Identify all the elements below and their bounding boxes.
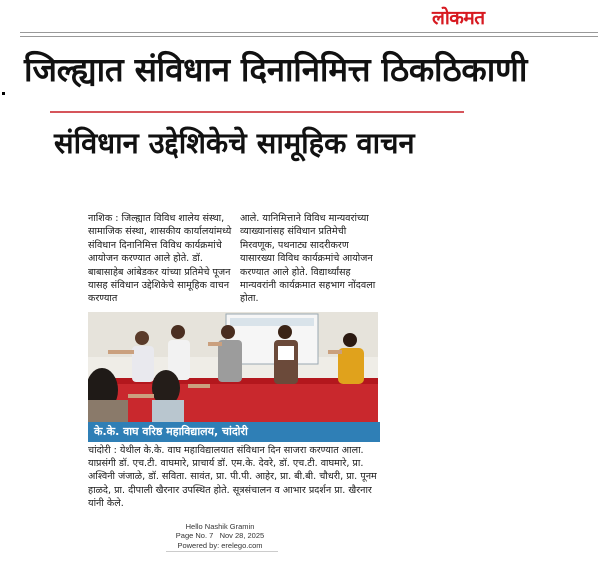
headline-line-2: संविधान उद्देशिकेचे सामूहिक वाचन [54,126,415,160]
photo-caption: के.के. वाघ वरिष्ठ महाविद्यालय, चांदोरी [88,422,380,442]
footer-page-date [150,531,290,540]
headline-divider [50,111,464,113]
event-photo [88,312,378,422]
article-column-2-text: आले. यानिमित्ताने विविध मान्यवरांच्या व्याख्यानांसह संविधान प्रतिमेची मिरवणूक, पथनाट्य सादरीकरण यासारख्या विविध कार्यक्रमांचे आयोजन करण्यात आले होते. विद्यार्थ्यांसह मान्यवरांनी कार्यक्रमात सहभाग नोंदवला होता. [240,213,376,305]
article-column-2 [240,212,382,306]
page-footer [150,522,290,550]
newspaper-logo: लोकमत [432,7,485,29]
article-2-text: चांदोरी : येथील के.के. वाघ महाविद्यालयात संविधान दिन साजरा करण्यात आला. याप्रसंगी डॉ. एच.टी. वाघमारे, प्राचार्य डॉ. एम.के. देवरे, डॉ. एच.टी. वाघमारे, प्रा. अश्विनी जंजाळे, डॉ. सविता. सावंत, प्रा. पी.पी. आहेर, प्रा. बी.बी. चौधरी, प्रा. पूनम हाळदे, प्रा. दीपाली खैरनार उपस्थित होते. सूत्रसंचालन व आभार प्रदर्शन प्रा. खैरनार यांनी केले. [88,445,377,509]
footer-rule [166,551,278,552]
footer-edition: Hello Nashik Gramin [185,522,255,531]
top-rule-2 [20,36,598,37]
margin-mark [2,92,5,95]
top-rule [20,32,598,33]
article-column-1-text: नाशिक : जिल्ह्यात विविध शालेय संस्था, सामाजिक संस्था, शासकीय कार्यालयांमध्ये संविधान दिनानिमित्त विविध कार्यक्रमांचे आयोजन करण्यात आले होते. डॉ. बाबासाहेब आंबेडकर यांच्या प्रतिमेचे पूजन यासह संविधान उद्देशिकेचे सामूहिक वाचन करण्यात [88,213,232,305]
footer-page: Page No. 7 [175,531,214,541]
footer-date: Nov 28, 2025 [219,531,265,541]
headline-line-1: जिल्ह्यात संविधान दिनानिमित्त ठिकठिकाणी [24,50,528,89]
footer-powered: Powered by: erelego.com [177,540,263,550]
article-column-1 [88,212,234,306]
